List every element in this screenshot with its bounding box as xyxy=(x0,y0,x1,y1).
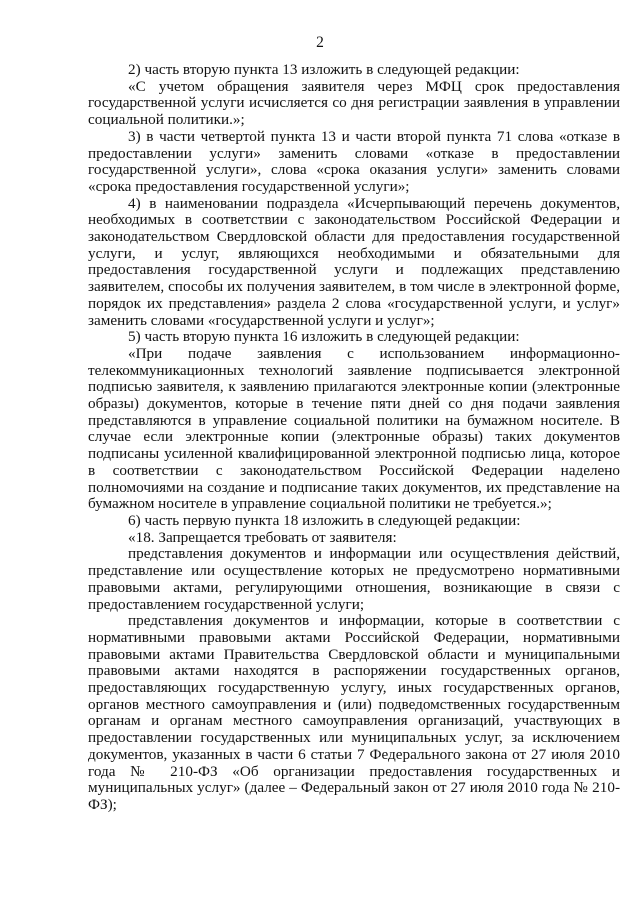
amendment-item-2-text: «С учетом обращения заявителя через МФЦ срок предоставления государственной услуги исчисляется со дня регистрации заявления в управлении социальной политики.»; xyxy=(88,77,620,129)
amendment-item-5-heading: 5) часть вторую пункта 16 изложить в следующей редакции: xyxy=(128,328,520,346)
clause-18-point-1: представления документов и информации или осуществления действий, представление или осуществление которых не предусмотрено нормативными правовыми актами, регулирующими отношения, возникающие в связи с предоставлением государственной услуги; xyxy=(88,545,620,613)
amendment-item-5-text: «При подаче заявления с использованием информационно-телекоммуникационных технологий заявление подписывается электронной подписью заявителя, к заявлению прилагаются электронные копии (электронные образы) документов, которые в течение пяти дней со дня подачи заявления представляются в управление социальной политики на бумажном носителе. В случае если электронные копии (электронные образы) таких документов подписаны усиленной квалифицированной электронной подписью лица, которое в соответствии с законодательством Российской Федерации наделено полномочиями на создание и подписание таких документов, их представление на бумажном носителе в управление социальной политики не требуется.»; xyxy=(88,344,620,513)
amendment-item-2-heading: 2) часть вторую пункта 13 изложить в следующей редакции: xyxy=(128,61,520,78)
document-body xyxy=(88,62,620,814)
clause-18-intro: «18. Запрещается требовать от заявителя: xyxy=(128,528,397,546)
amendment-item-6-heading: 6) часть первую пункта 18 изложить в следующей редакции: xyxy=(128,511,521,529)
amendment-item-3: 3) в части четвертой пункта 13 и части второй пункта 71 слова «отказе в предоставлении услуги» заменить словами «отказе в предоставлении государственной услуги», слова «срока оказания услуги» заменить словами «срока предоставления государственной услуги»; xyxy=(88,127,620,195)
page-number: 2 xyxy=(316,34,324,51)
clause-18-point-2: представления документов и информации, которые в соответствии с нормативными правовыми актами Российской Федерации, нормативными правовыми актами Правительства Свердловской области и муниципальными правовыми актами находятся в распоряжении государственных органов, предоставляющих государственную услугу, иных государственных органов, органов местного самоуправления и (или) подведомственных государственным органам и органам местного самоуправления организаций, участвующих в предоставлении государственных или муниципальных услуг, за исключением документов, указанных в части 6 статьи 7 Федерального закона от 27 июля 2010 года № 210-ФЗ «Об организации предоставления государственных и муниципальных услуг» (далее – Федеральный закон от 27 июля 2010 года № 210-ФЗ); xyxy=(88,612,620,813)
amendment-item-4: 4) в наименовании подраздела «Исчерпывающий перечень документов, необходимых в соответствии с законодательством Российской Федерации и законодательством Свердловской области для предоставления государственной услуги, и услуг, являющихся необходимыми и обязательными для предоставления государственной услуги и подлежащих представлению заявителем, способы их получения заявителем, в том числе в электронной форме, порядок их представления» раздела 2 слова «государственной услуги, и услуг» заменить словами «государственной услуги и услуг»; xyxy=(88,194,620,329)
